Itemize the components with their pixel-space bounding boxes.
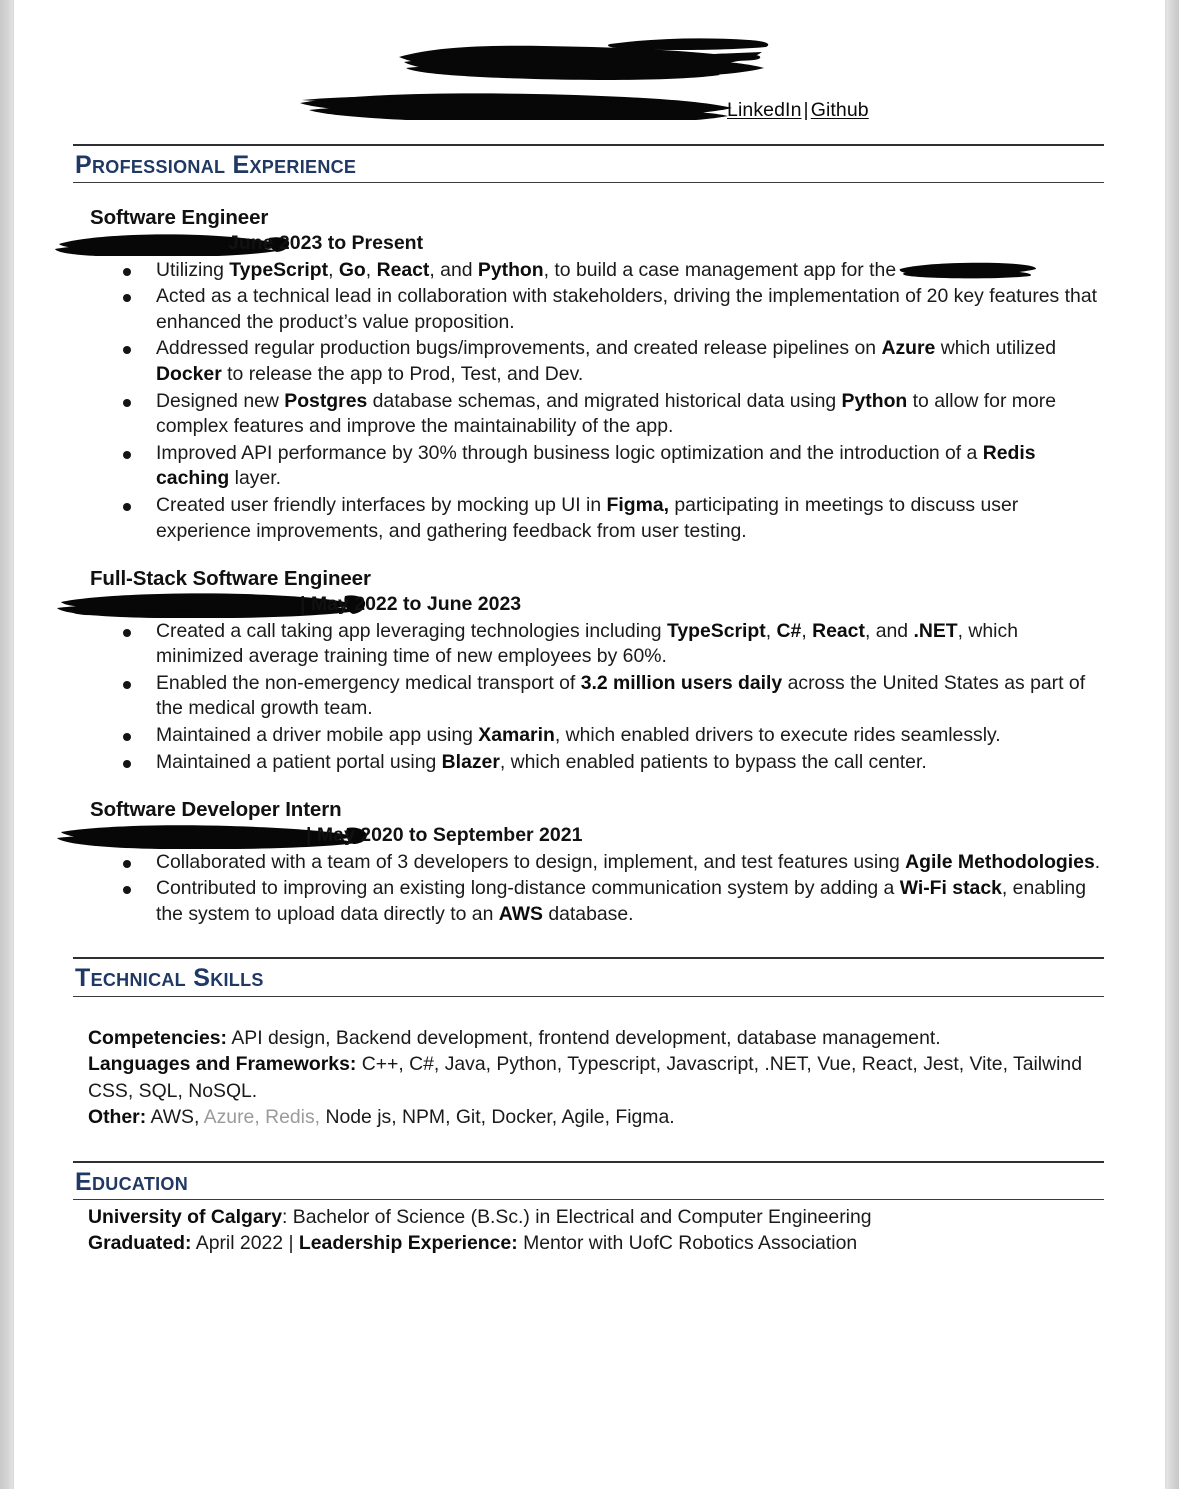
competencies-value: API design, Backend development, frontend development, database management. xyxy=(227,1026,941,1049)
resume-header xyxy=(14,0,1165,120)
education-section xyxy=(14,1131,1165,1257)
languages-label: Languages and Frameworks: xyxy=(88,1053,357,1076)
education-degree-line xyxy=(88,1204,1104,1231)
job-bullets xyxy=(73,850,1104,928)
heading-rule-bottom xyxy=(73,1199,1104,1200)
github-link[interactable]: Github xyxy=(810,99,869,121)
linkedin-link[interactable]: LinkedIn xyxy=(727,99,802,121)
bullet-text-2: Maintained a driver mobile app using Xamarin, which enabled drivers to execute rides seamlessly. xyxy=(156,723,1001,746)
bullet-item xyxy=(73,750,1104,776)
bullet-item xyxy=(73,671,1104,722)
languages-value: C++, C#, Java, Python, Typescript, Javascript, .NET, Vue, React, Jest, Vite, Tailwind CSS, SQL, NoSQL. xyxy=(88,1053,1082,1102)
job-dates: June 2023 to Present xyxy=(228,231,424,254)
page-right-margin xyxy=(1165,0,1179,1489)
bullet-text-1: Contributed to improving an existing long-distance communication system by adding a Wi-Fi stack, enabling the system to upload data directly to an AWS database. xyxy=(156,877,1087,925)
section-title-skills: Technical Skills xyxy=(75,964,264,993)
bullet-item xyxy=(73,723,1104,749)
bullet-text-1: Acted as a technical lead in collaboration with stakeholders, driving the implementation of 20 key features that enhanced the product’s value proposition. xyxy=(156,285,1097,333)
bullet-item xyxy=(73,619,1104,670)
job-dates: | May 2022 to June 2023 xyxy=(300,592,522,615)
contact-links xyxy=(727,99,869,122)
other-value-rest: Node js, NPM, Git, Docker, Agile, Figma. xyxy=(320,1106,675,1129)
experience-body xyxy=(73,205,1104,927)
bullet-item xyxy=(73,258,1104,284)
skills-section xyxy=(14,927,1165,1130)
bullet-text-4: Improved API performance by 30% through business logic optimization and the introduction of a Redis caching layer. xyxy=(156,441,1036,490)
job-title: Software Developer Intern xyxy=(90,798,342,822)
redaction-marks xyxy=(14,0,1165,120)
other-label: Other: xyxy=(88,1106,147,1129)
bullet-text-3: Maintained a patient portal using Blazer, which enabled patients to bypass the call center. xyxy=(156,750,927,773)
bullet-text-1: Enabled the non-emergency medical transport of 3.2 million users daily across the United States as part of the medical growth team. xyxy=(156,671,1086,720)
resume-page xyxy=(14,0,1165,1489)
skills-competencies-line xyxy=(88,1025,1104,1052)
bullet-item xyxy=(73,284,1104,335)
degree-value: : Bachelor of Science (B.Sc.) in Electrical and Computer Engineering xyxy=(281,1205,872,1228)
bullet-text-0: Collaborated with a team of 3 developers to design, implement, and test features using Agile Methodologies. xyxy=(156,850,1101,873)
inline-redaction xyxy=(898,260,1038,280)
skills-body xyxy=(73,997,1104,1131)
job-entry xyxy=(73,205,1104,544)
skills-heading-block xyxy=(73,957,1104,996)
graduated-value: April 2022 xyxy=(191,1232,289,1255)
education-body xyxy=(73,1200,1104,1257)
heading-rule-bottom xyxy=(73,996,1104,997)
leadership-separator: | xyxy=(288,1232,299,1255)
section-title-education: Education xyxy=(75,1167,189,1196)
heading-rule-bottom xyxy=(73,182,1104,183)
bullet-text-0: Created a call taking app leveraging technologies including TypeScript, C#, React, and .NET, which minimized average training time of new employees by 60%. xyxy=(156,619,1018,668)
job-title: Software Engineer xyxy=(90,206,269,230)
skills-other-line xyxy=(88,1104,1104,1131)
bullet-item xyxy=(73,850,1104,876)
links-separator: | xyxy=(803,99,809,121)
job-bullets xyxy=(73,619,1104,776)
other-value-first: AWS, xyxy=(146,1106,204,1129)
bullet-item xyxy=(73,336,1104,387)
job-title: Full-Stack Software Engineer xyxy=(90,567,371,591)
experience-section xyxy=(14,120,1165,927)
education-heading-block xyxy=(73,1161,1104,1200)
page-left-margin xyxy=(0,0,14,1489)
experience-heading-block xyxy=(73,144,1104,183)
job-entry xyxy=(73,797,1104,927)
school-label: University of Calgary xyxy=(88,1205,282,1228)
competencies-label: Competencies: xyxy=(88,1026,228,1049)
graduated-label: Graduated: xyxy=(88,1232,192,1255)
job-entry xyxy=(73,566,1104,775)
bullet-text-3: Designed new Postgres database schemas, and migrated historical data using Python to allow for more complex features and improve the maintainability of the app. xyxy=(156,389,1056,438)
education-graduated-line xyxy=(88,1230,1104,1257)
bullet-item xyxy=(73,389,1104,440)
leadership-value: Mentor with UofC Robotics Association xyxy=(517,1232,858,1255)
job-meta xyxy=(73,823,1104,849)
leadership-label: Leadership Experience: xyxy=(298,1232,518,1255)
job-meta xyxy=(73,592,1104,618)
other-value-faded: Azure, Redis, xyxy=(203,1106,321,1129)
job-dates: | May 2020 to September 2021 xyxy=(306,823,583,846)
bullet-item xyxy=(73,441,1104,492)
bullet-item xyxy=(73,876,1104,927)
bullet-text-0: Utilizing TypeScript, Go, React, and Python, to build a case management app for the xyxy=(156,258,897,281)
section-title-experience: Professional Experience xyxy=(75,151,357,179)
job-meta xyxy=(73,231,1104,257)
bullet-text-5: Created user friendly interfaces by mocking up UI in Figma, participating in meetings to discuss user experience improvements, and gathering feedback from user testing. xyxy=(156,494,1019,542)
bullet-item xyxy=(73,493,1104,544)
skills-languages-line xyxy=(88,1051,1104,1104)
job-bullets xyxy=(73,258,1104,545)
bullet-text-2: Addressed regular production bugs/improvements, and created release pipelines on Azure which utilized Docker to release the app to Prod, Test, and Dev. xyxy=(156,337,1057,386)
